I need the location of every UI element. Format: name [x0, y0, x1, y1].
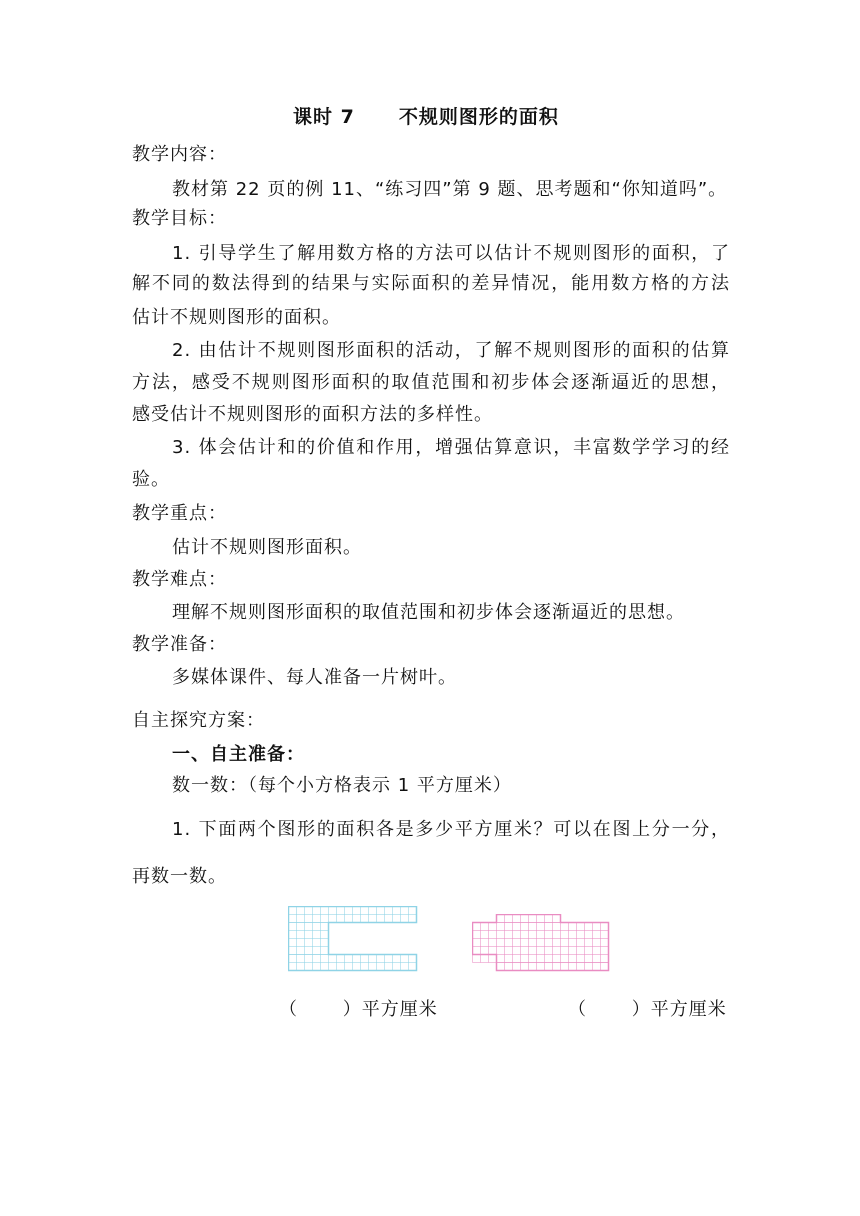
goal3-line2: 验。 [132, 469, 170, 490]
count-intro: 数一数：（每个小方格表示 1 平方厘米） [172, 775, 512, 796]
right-grid-figure [472, 914, 612, 976]
difficulty-body: 理解不规则图形面积的取值范围和初步体会逐渐逼近的思想。 [172, 602, 685, 623]
part1-heading: 一、自主准备： [172, 744, 305, 765]
answer-blank-right[interactable]: （ ）平方厘米 [568, 999, 727, 1020]
answer-blank-left[interactable]: （ ）平方厘米 [279, 999, 438, 1020]
difficulty-heading: 教学难点： [132, 569, 227, 590]
plan-heading: 自主探究方案： [132, 710, 265, 731]
lesson-number: 课时 7 [293, 106, 355, 128]
goals-heading: 教学目标： [132, 208, 227, 229]
goal1-line1: 1. 引导学生了解用数方格的方法可以估计不规则图形的面积，了 [172, 243, 730, 264]
prep-heading: 教学准备： [132, 634, 227, 655]
prep-body: 多媒体课件、每人准备一片树叶。 [172, 667, 457, 688]
lesson-title: 不规则图形的面积 [398, 106, 559, 128]
goal1-line3: 估计不规则图形的面积。 [132, 307, 341, 328]
goal2-line3: 感受估计不规则图形的面积方法的多样性。 [132, 404, 493, 425]
question1-line2: 再数一数。 [132, 866, 227, 887]
goal2-line2: 方法，感受不规则图形面积的取值范围和初步体会逐渐逼近的思想， [132, 372, 730, 393]
question1-line1: 1. 下面两个图形的面积各是多少平方厘米？可以在图上分一分， [172, 819, 730, 840]
goal1-line2: 解不同的数法得到的结果与实际面积的差异情况，能用数方格的方法 [132, 273, 730, 294]
key-heading: 教学重点： [132, 503, 227, 524]
content-heading: 教学内容： [132, 144, 227, 165]
key-body: 估计不规则图形面积。 [172, 537, 362, 558]
goal3-line1: 3. 体会估计和的价值和作用，增强估算意识，丰富数学学习的经 [172, 437, 730, 458]
goal2-line1: 2. 由估计不规则图形面积的活动，了解不规则图形的面积的估算 [172, 340, 730, 361]
page-title [293, 105, 559, 129]
content-body: 教材第 22 页的例 11、“练习四”第 9 题、思考题和“你知道吗”。 [172, 179, 728, 200]
left-grid-figure [288, 906, 418, 976]
